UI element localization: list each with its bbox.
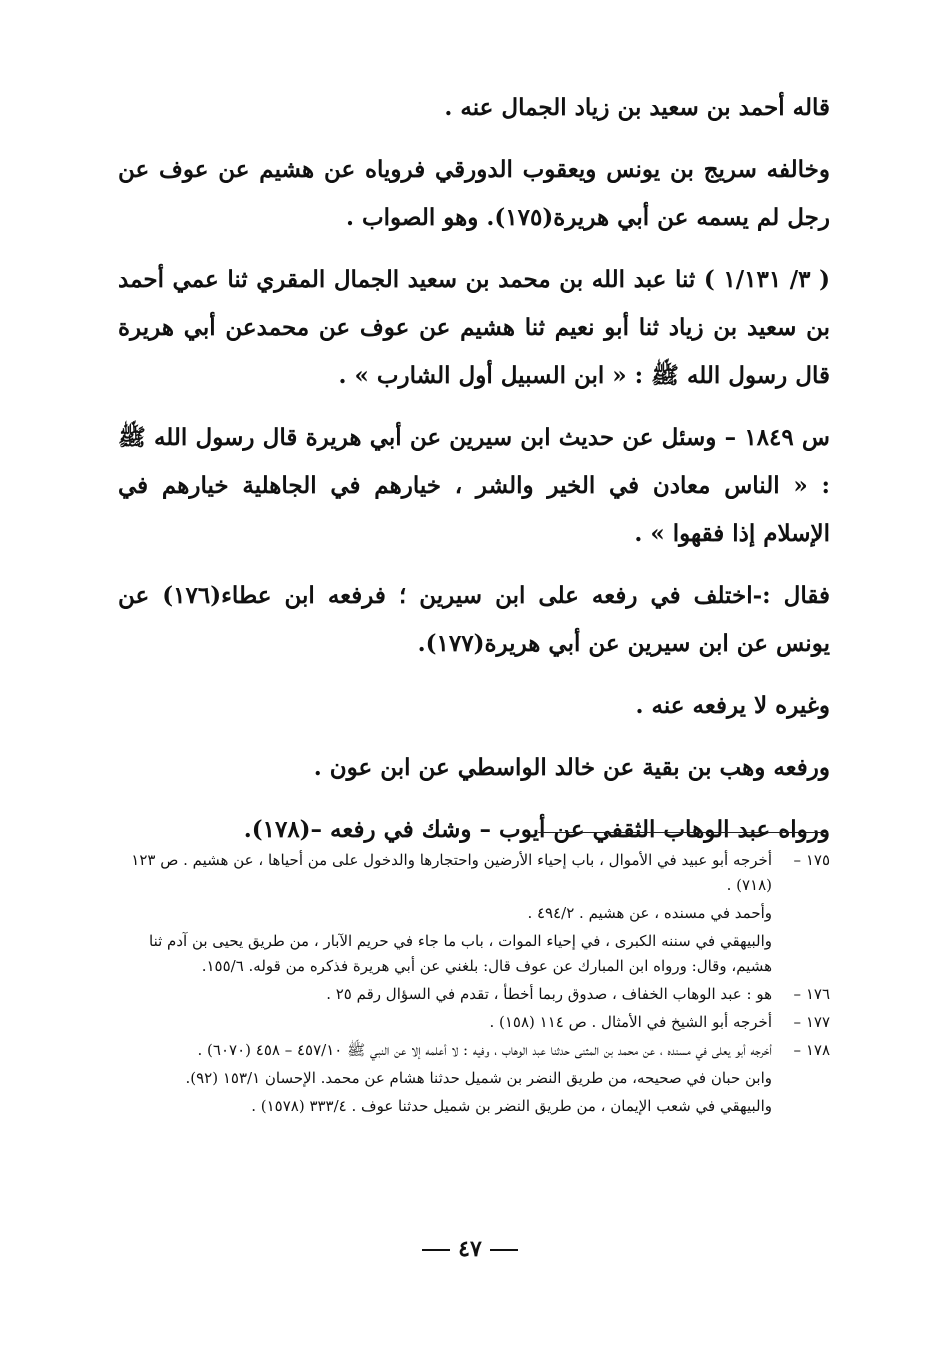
paragraph-1: قاله أحمد بن سعيد بن زياد الجمال عنه . [444,94,830,121]
paragraph-7: ورفعه وهب بن بقية عن خالد الواسطي عن ابن عون . [313,754,830,781]
page-number-dash [490,1249,518,1251]
footnote-separator [538,832,828,833]
footnote-text: والبيهقي في سننه الكبرى ، في إحياء الموات ، باب ما جاء في حريم الآبار ، من طريق يحيى بن آدم ثنا هشيم، وقال: ورواه ابن المبارك عن عوف قال: بلغني عن أبي هريرة فذكره من قوله. ١٥٥/٦. [149,932,772,975]
paragraph-8: ورواه عبد الوهاب الثقفي عن أيوب – وشك في رفعه –(١٧٨). [243,816,830,843]
footnote-175-continued [118,929,830,979]
footnote-175-continued [118,901,830,926]
footnote-178-continued [118,1094,830,1119]
footnote-178-continued [118,1066,830,1091]
footnote-176 [118,982,830,1007]
footnote-text: هو : عبد الوهاب الخفاف ، صدوق ربما أخطأ ، تقدم في السؤال رقم ٢٥ . [326,985,772,1003]
paragraph-6: وغيره لا يرفعه عنه . [635,692,830,719]
main-text [118,84,830,868]
footnote-text: أخرجه أبو عبيد في الأموال ، باب إحياء الأرضين واحتجارها والدخول على من أحياها ، عن هشيم . ص ١٢٣ (٧١٨) . [131,851,772,894]
paragraph-5: فقال :-اختلف في رفعه على ابن سيرين ؛ فرفعه ابن عطاء(١٧٦) عن يونس عن ابن سيرين عن أبي هريرة(١٧٧). [118,582,831,657]
footnote-number: ١٧٧ – [793,1013,830,1031]
footnotes [118,848,830,1122]
footnote-text: وأحمد في مسنده ، عن هشيم . ٤٩٤/٢ . [527,904,772,922]
footnote-text: أخرجه أبو الشيخ في الأمثال . ص ١١٤ (١٥٨) . [489,1013,772,1031]
paragraph-2: وخالفه سريج بن يونس ويعقوب الدورقي فروياه عن هشيم عن عوف عن رجل لم يسمه عن أبي هريرة(١٧٥). وهو الصواب . [118,156,830,231]
page-number-value: ٤٧ [458,1236,482,1262]
footnote-text: أخرجه أبو يعلى في مسنده ، عن محمد بن المثنى حدثنا عبد الوهاب ، وفيه : لا أعلمه إلا عن النبي ﷺ ٤٥٧/١٠ – ٤٥٨ (٦٠٧٠) . [197,1041,772,1059]
page-number-dash [422,1249,450,1251]
footnote-number: ١٧٥ – [793,851,830,869]
footnote-number: ١٧٦ – [793,985,830,1003]
footnote-177 [118,1010,830,1035]
footnote-text: والبيهقي في شعب الإيمان ، من طريق النضر بن شميل حدثنا عوف . ٣٣٣/٤ (١٥٧٨) . [251,1097,772,1115]
footnote-178 [118,1038,830,1063]
paragraph-4-question-1849: س ١٨٤٩ – وسئل عن حديث ابن سيرين عن أبي هريرة قال رسول الله ﷺ : « الناس معادن في الخير والشر ، خيارهم في الجاهلية خيارهم في الإسلام إذا فقهوا » . [118,424,831,547]
footnote-text: وابن حبان في صحيحه، من طريق النضر بن شميل حدثنا هشام عن محمد. الإحسان ١٥٣/١ (٩٢). [185,1069,772,1087]
footnote-175 [118,848,830,898]
page-number [0,1236,940,1262]
footnote-number: ١٧٨ – [793,1041,830,1059]
paragraph-3: ( ٣/ ١/١٣١ ) ثنا عبد الله بن محمد بن سعيد الجمال المقري ثنا عمي أحمد بن سعيد بن زياد ثنا أبو نعيم ثنا هشيم عن عوف عن محمدعن أبي هريرة قال رسول الله ﷺ : « ابن السبيل أول الشارب » . [118,266,830,389]
